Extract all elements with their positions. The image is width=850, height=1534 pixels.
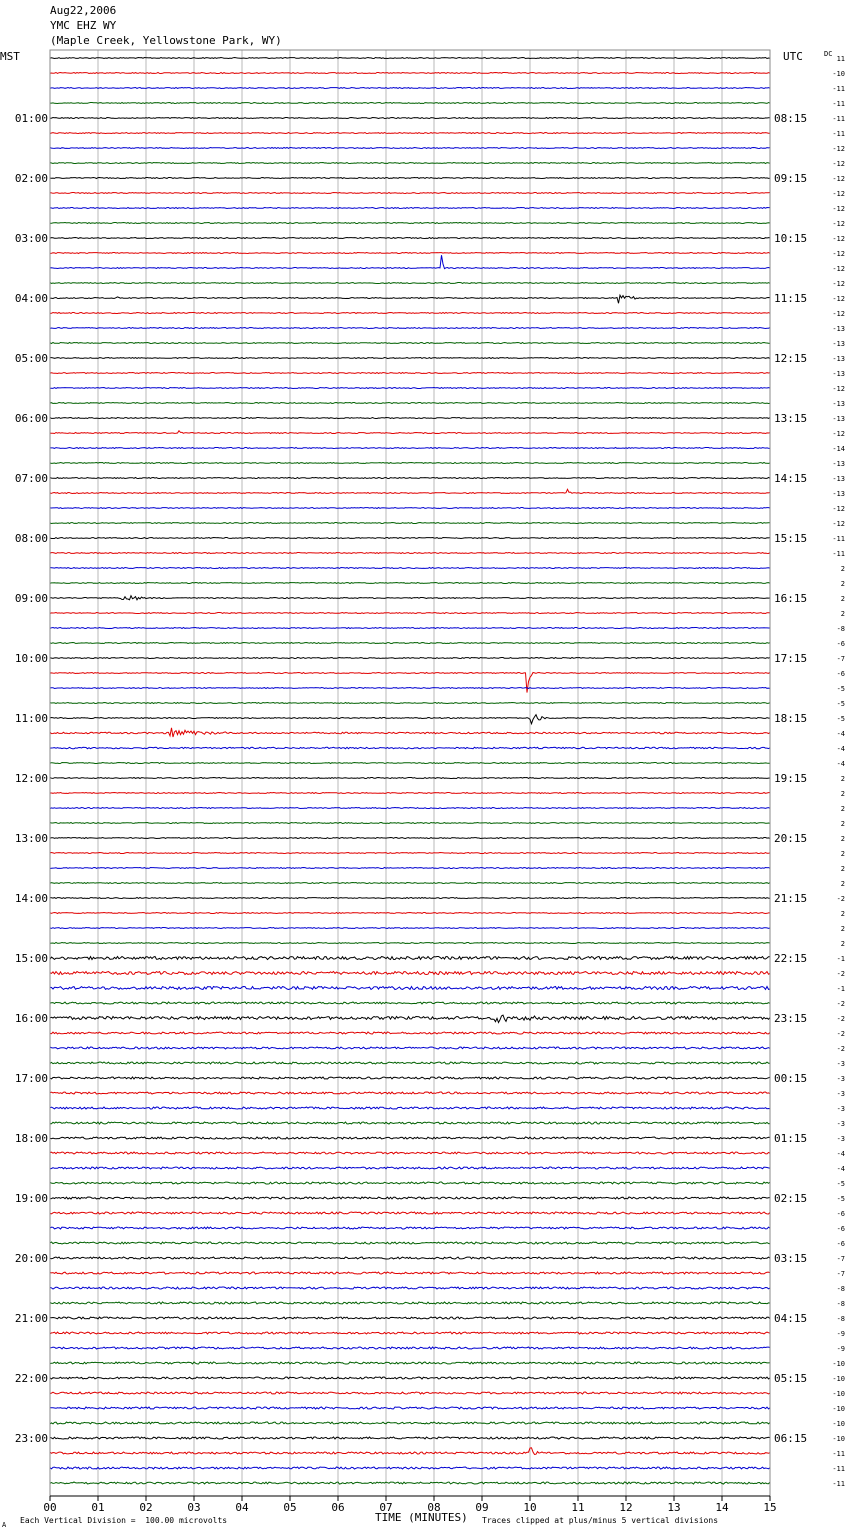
dc-offset-value: -2 [836,970,845,978]
trace-line [50,1077,770,1079]
trace-line [50,403,770,404]
trace-line [50,1422,770,1424]
right-hour-label: 14:15 [774,472,808,485]
x-tick-label: 06 [331,1501,345,1514]
left-hour-label: 03:00 [14,232,48,245]
trace-line [50,1002,770,1004]
trace-line [50,431,770,434]
trace-line [50,489,770,493]
dc-offset-value: -8 [836,625,845,633]
dc-offset-value: -3 [836,1060,845,1068]
trace-line [50,1212,770,1214]
trace-line [50,1482,770,1484]
trace-line [50,418,770,419]
dc-offset-value: -7 [836,1270,845,1278]
x-tick-label: 15 [763,1501,777,1514]
dc-offset-value: -7 [836,655,845,663]
trace-line [50,778,770,779]
trace-line [50,1062,770,1064]
dc-offset-value: -12 [832,505,845,513]
trace-line [50,388,770,389]
left-hour-label: 08:00 [14,532,48,545]
trace-line [50,583,770,584]
right-hour-label: 06:15 [774,1432,808,1445]
trace-line [50,1448,770,1455]
right-hour-label: 12:15 [774,352,808,365]
dc-offset-value: -11 [832,1465,845,1473]
trace-line [50,596,770,600]
dc-offset-value: -9 [836,1330,845,1338]
dc-offset-value: -4 [836,760,845,768]
dc-offset-value: -11 [832,550,845,558]
dc-offset-value: -11 [832,1450,845,1458]
trace-line [50,328,770,329]
trace-line [50,643,770,644]
x-tick-label: 05 [283,1501,297,1514]
trace-line [50,313,770,314]
dc-offset-value: 11 [836,55,845,63]
trace-line [50,868,770,869]
footer-mark: A [2,1521,7,1529]
header-location: (Maple Creek, Yellowstone Park, WY) [50,34,282,47]
left-hour-label: 07:00 [14,472,48,485]
dc-offset-value: -13 [832,475,845,483]
trace-line [50,943,770,944]
header-station: YMC EHZ WY [50,19,117,32]
dc-offset-value: 2 [840,850,845,858]
trace-line [50,73,770,74]
dc-offset-value: -13 [832,355,845,363]
trace-line [50,223,770,224]
trace-line [50,1242,770,1244]
dc-offset-value: -5 [836,700,845,708]
right-hour-label: 05:15 [774,1372,808,1385]
trace-line [50,255,770,268]
dc-offset-value: -3 [836,1075,845,1083]
dc-offset-value: -11 [832,535,845,543]
dc-offset-value: -10 [832,1390,845,1398]
plot-grid [50,50,770,1496]
trace-line [50,343,770,344]
trace-line [50,1227,770,1229]
dc-offset-value: -6 [836,1225,845,1233]
trace-line [50,1332,770,1334]
dc-offset-value: -12 [832,220,845,228]
x-tick-label: 13 [667,1501,681,1514]
trace-line [50,1122,770,1124]
x-tick-label: 01 [91,1501,105,1514]
right-hour-label: 08:15 [774,112,808,125]
dc-offset-value: -13 [832,340,845,348]
right-hour-label: 18:15 [774,712,808,725]
dc-offset-value: 2 [840,910,845,918]
dc-offset-value: -13 [832,415,845,423]
dc-offset-value: -10 [832,1435,845,1443]
dc-offset-value: -11 [832,85,845,93]
right-hour-label: 09:15 [774,172,808,185]
trace-line [50,523,770,524]
trace-line [50,715,770,724]
left-hour-label: 11:00 [14,712,48,725]
dc-offset-value: -12 [832,310,845,318]
x-tick-label: 03 [187,1501,201,1514]
trace-line [50,1107,770,1109]
dc-offset-value: 2 [840,565,845,573]
trace-line [50,1437,770,1439]
dc-offset-value: 2 [840,865,845,873]
trace-line [50,1362,770,1364]
dc-offset-value: -12 [832,235,845,243]
dc-offset-value: -12 [832,265,845,273]
right-hour-label: 11:15 [774,292,808,305]
dc-offset-value: 2 [840,610,845,618]
left-hour-label: 14:00 [14,892,48,905]
dc-offset-value: 2 [840,880,845,888]
trace-line [50,1407,770,1409]
dc-offset-value: -6 [836,670,845,678]
dc-offset-value: -2 [836,1000,845,1008]
trace-line [50,1137,770,1139]
trace-line [50,1197,770,1199]
right-timezone-label: UTC [783,50,803,63]
dc-offset-value: 2 [840,925,845,933]
trace-line [50,463,770,464]
trace-line [50,1392,770,1394]
trace-line [50,1272,770,1274]
right-hour-label: 13:15 [774,412,808,425]
header-date: Aug22,2006 [50,4,117,17]
dc-offset-value: -11 [832,100,845,108]
trace-line [50,358,770,359]
left-hour-label: 22:00 [14,1372,48,1385]
footer-clip-note: Traces clipped at plus/minus 5 vertical divisions [482,1516,719,1525]
dc-offset-value: -5 [836,715,845,723]
dc-offset-value: 2 [840,805,845,813]
dc-offset-value: -10 [832,70,845,78]
trace-line [50,808,770,809]
trace-line [50,883,770,884]
dc-offset-value: 2 [840,580,845,588]
left-hour-label: 02:00 [14,172,48,185]
dc-offset-value: -1 [836,985,845,993]
trace-line [50,972,770,975]
trace-line [50,793,770,794]
dc-offset-value: -9 [836,1345,845,1353]
dc-offset-value: 2 [840,775,845,783]
x-tick-label: 14 [715,1501,729,1514]
trace-lines [50,58,770,1485]
x-tick-label: 07 [379,1501,393,1514]
left-hour-label: 17:00 [14,1072,48,1085]
dc-offset-value: -2 [836,1030,845,1038]
right-hour-label: 02:15 [774,1192,808,1205]
dc-offset-value: 2 [840,790,845,798]
dc-offset-value: -13 [832,490,845,498]
dc-offset-value: 2 [840,835,845,843]
trace-line [50,957,770,960]
dc-offset-value: -13 [832,460,845,468]
trace-line [50,508,770,509]
trace-line [50,58,770,59]
trace-line [50,1377,770,1379]
dc-offset-value: -12 [832,145,845,153]
trace-line [50,295,770,303]
x-tick-label: 12 [619,1501,633,1514]
dc-offset-value: -12 [832,385,845,393]
trace-line [50,88,770,89]
dc-offset-value: -12 [832,295,845,303]
trace-line [50,1287,770,1289]
trace-line [50,1467,770,1469]
dc-offset-value: -3 [836,1105,845,1113]
dc-offset-value: -12 [832,280,845,288]
right-hour-label: 22:15 [774,952,808,965]
right-hour-label: 03:15 [774,1252,808,1265]
left-hour-label: 21:00 [14,1312,48,1325]
footer-scale-note: Each Vertical Division = 100.00 microvolts [20,1516,228,1525]
trace-line [50,283,770,284]
trace-line [50,1257,770,1259]
trace-line [50,193,770,194]
right-hour-label: 00:15 [774,1072,808,1085]
trace-line [50,1015,770,1022]
left-hour-label: 06:00 [14,412,48,425]
dc-offset-value: -1 [836,955,845,963]
dc-offset-value: -5 [836,1195,845,1203]
right-hour-label: 04:15 [774,1312,808,1325]
x-tick-label: 09 [475,1501,489,1514]
trace-line [50,253,770,254]
trace-line [50,538,770,539]
dc-offset-value: 2 [840,940,845,948]
trace-line [50,673,770,693]
left-timezone-label: MST [0,50,20,63]
trace-line [50,118,770,119]
trace-line [50,628,770,629]
dc-offset-value: -10 [832,1405,845,1413]
right-hour-label: 16:15 [774,592,808,605]
trace-line [50,568,770,569]
dc-offset-value: -13 [832,370,845,378]
trace-line [50,763,770,764]
trace-line [50,838,770,839]
dc-offset-value: -3 [836,1090,845,1098]
dc-offset-value: -11 [832,115,845,123]
right-hour-label: 21:15 [774,892,808,905]
left-hour-label: 19:00 [14,1192,48,1205]
trace-line [50,613,770,614]
trace-line [50,853,770,854]
trace-line [50,478,770,479]
right-hour-label: 23:15 [774,1012,808,1025]
right-hour-label: 19:15 [774,772,808,785]
x-tick-label: 10 [523,1501,537,1514]
dc-offset-value: -5 [836,685,845,693]
trace-line [50,898,770,899]
trace-line [50,208,770,209]
dc-offset-value: -12 [832,250,845,258]
plot-frame [50,50,770,1496]
trace-line [50,1347,770,1349]
trace-line [50,1092,770,1094]
dc-offset-value: -12 [832,160,845,168]
dc-offset-value: -14 [832,445,845,453]
left-hour-label: 09:00 [14,592,48,605]
dc-offset-value: -6 [836,640,845,648]
trace-line [50,553,770,554]
left-hour-label: 18:00 [14,1132,48,1145]
left-hour-label: 04:00 [14,292,48,305]
dc-offset-value: -6 [836,1210,845,1218]
trace-line [50,728,770,737]
x-tick-label: 04 [235,1501,249,1514]
x-tick-label: 08 [427,1501,441,1514]
dc-offset-value: -4 [836,1150,845,1158]
dc-offset-value: 2 [840,595,845,603]
trace-line [50,148,770,149]
left-hour-label: 01:00 [14,112,48,125]
trace-line [50,178,770,179]
right-hour-label: 01:15 [774,1132,808,1145]
trace-line [50,1317,770,1319]
x-axis-title: TIME (MINUTES) [375,1511,468,1524]
dc-offset-label: DC [824,50,833,58]
dc-offset-value: -12 [832,430,845,438]
trace-line [50,1152,770,1154]
trace-line [50,373,770,374]
dc-offset-value: -4 [836,730,845,738]
trace-line [50,133,770,134]
dc-offset-value: -2 [836,1015,845,1023]
dc-offset-value: -8 [836,1315,845,1323]
trace-line [50,1047,770,1049]
dc-offset-value: -10 [832,1375,845,1383]
x-tick-label: 11 [571,1501,585,1514]
dc-offset-value: -13 [832,400,845,408]
dc-offset-value: -6 [836,1240,845,1248]
dc-offset-value: -4 [836,745,845,753]
trace-line [50,928,770,929]
trace-line [50,163,770,164]
trace-line [50,703,770,704]
right-hour-label: 20:15 [774,832,808,845]
axis-labels [15,55,845,1514]
x-tick-label: 00 [43,1501,57,1514]
dc-offset-value: -8 [836,1285,845,1293]
dc-offset-value: -10 [832,1420,845,1428]
dc-offset-value: -12 [832,190,845,198]
left-hour-label: 23:00 [14,1432,48,1445]
trace-line [50,103,770,104]
dc-offset-value: -4 [836,1165,845,1173]
dc-offset-value: -3 [836,1120,845,1128]
left-hour-label: 05:00 [14,352,48,365]
trace-line [50,658,770,659]
trace-line [50,1182,770,1184]
dc-offset-value: -11 [832,1480,845,1488]
dc-offset-value: -10 [832,1360,845,1368]
trace-line [50,448,770,449]
trace-line [50,987,770,990]
dc-offset-value: -8 [836,1300,845,1308]
trace-line [50,1302,770,1304]
dc-offset-value: -3 [836,1135,845,1143]
dc-offset-value: -2 [836,1045,845,1053]
trace-line [50,1167,770,1169]
left-hour-label: 10:00 [14,652,48,665]
trace-line [50,747,770,748]
dc-offset-value: -13 [832,325,845,333]
trace-line [50,1032,770,1034]
trace-line [50,238,770,239]
dc-offset-value: -7 [836,1255,845,1263]
dc-offset-value: 2 [840,820,845,828]
right-hour-label: 10:15 [774,232,808,245]
dc-offset-value: -12 [832,520,845,528]
left-hour-label: 13:00 [14,832,48,845]
left-hour-label: 15:00 [14,952,48,965]
dc-offset-value: -2 [836,895,845,903]
trace-line [50,688,770,689]
left-hour-label: 16:00 [14,1012,48,1025]
dc-offset-value: -11 [832,130,845,138]
left-hour-label: 20:00 [14,1252,48,1265]
left-hour-label: 12:00 [14,772,48,785]
dc-offset-value: -5 [836,1180,845,1188]
dc-offset-value: -12 [832,175,845,183]
trace-line [50,823,770,824]
trace-line [50,913,770,914]
dc-offset-value: -12 [832,205,845,213]
x-tick-label: 02 [139,1501,153,1514]
right-hour-label: 15:15 [774,532,808,545]
right-hour-label: 17:15 [774,652,808,665]
